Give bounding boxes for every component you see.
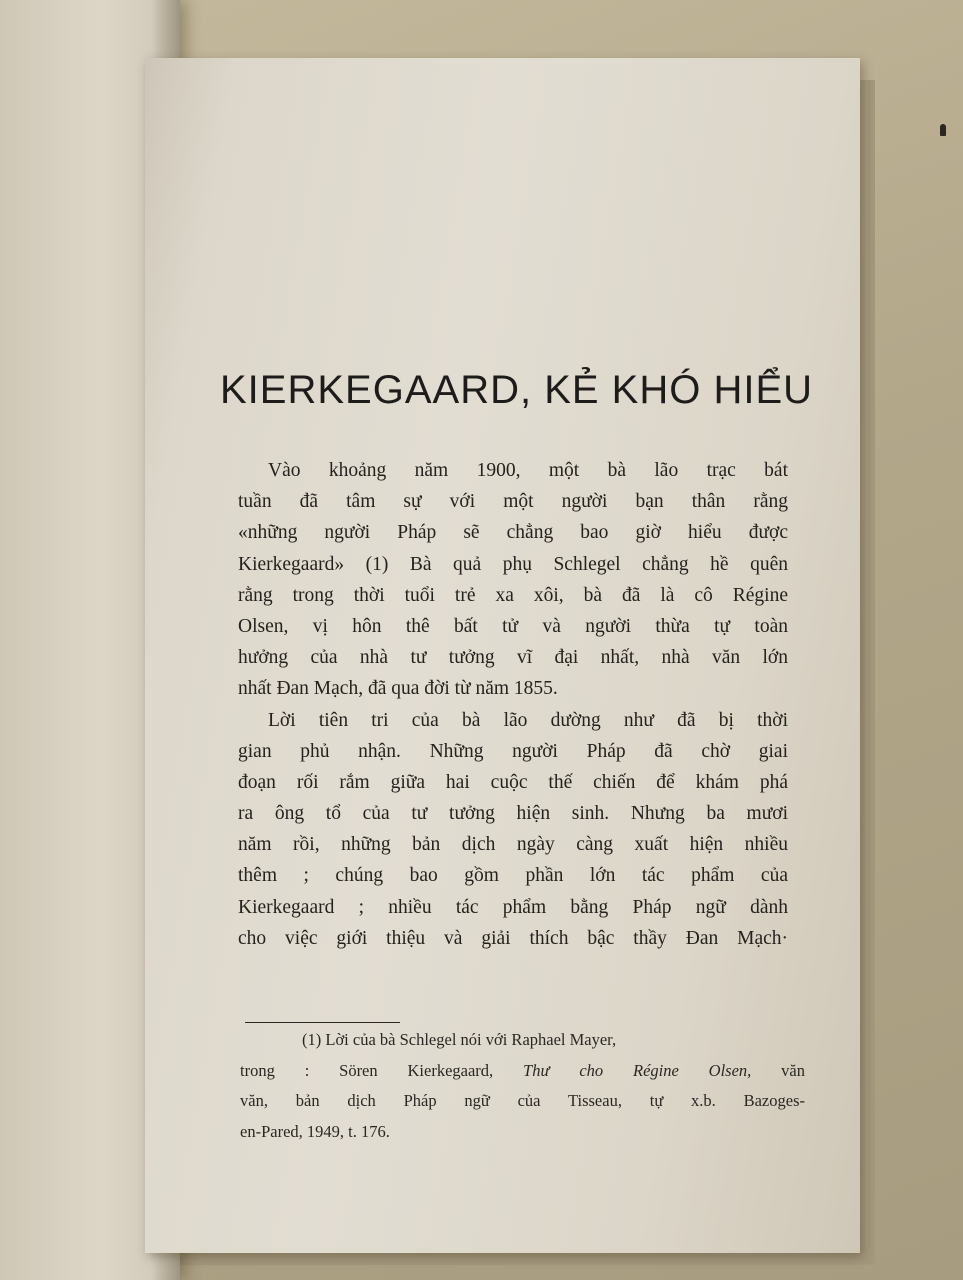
text-line: nhất Đan Mạch, đã qua đời từ năm 1855. (238, 678, 558, 700)
text-line: Kierkegaard ; nhiều tác phẩm bằng Pháp ngữ dành (238, 896, 788, 918)
footnote-spacer (240, 1005, 805, 1025)
footnote-line: văn, bản dịch Pháp ngữ của Tisseau, tự x.b. Bazoges- (240, 1091, 805, 1110)
footnote-italic-title: Thư cho Régine Olsen, (523, 1060, 752, 1080)
text-line: cho việc giới thiệu và giải thích bậc thầy Đan Mạch· (238, 927, 788, 949)
body-text (238, 455, 788, 954)
footnote (240, 1005, 805, 1147)
footnote-text: văn (751, 1060, 805, 1080)
text-line: Olsen, vị hôn thê bất tử và người thừa tự toàn (238, 615, 788, 637)
text-line: ra ông tổ của tư tưởng hiện sinh. Nhưng ba mươi (238, 803, 788, 825)
text-line: «những người Pháp sẽ chẳng bao giờ hiểu được (238, 522, 788, 544)
chapter-title: KIERKEGAARD, KẺ KHÓ HIỂU (220, 368, 814, 412)
text-line: tuần đã tâm sự với một người bạn thân rằng (238, 491, 788, 513)
text-line: gian phủ nhận. Những người Pháp đã chờ giai (238, 740, 788, 762)
text-line: hưởng của nhà tư tưởng vĩ đại nhất, nhà văn lớn (238, 647, 788, 669)
footnote-line: en-Pared, 1949, t. 176. (240, 1121, 390, 1141)
text-line: đoạn rối rắm giữa hai cuộc thế chiến để khám phá (238, 771, 788, 793)
text-line: rằng trong thời tuổi trẻ xa xôi, bà đã là cô Régine (238, 584, 788, 606)
text-line: Kierkegaard» (1) Bà quả phụ Schlegel chẳng hề quên (238, 553, 788, 575)
table-speck (940, 124, 946, 136)
text-line: thêm ; chúng bao gồm phần lớn tác phẩm của (238, 865, 788, 887)
footnote-line: (1) Lời của bà Schlegel nói với Raphael Mayer, (302, 1030, 617, 1049)
text-line: năm rồi, những bản dịch ngày càng xuất hiện nhiều (238, 834, 788, 856)
text-line: Lời tiên tri của bà lão dường như đã bị thời (268, 709, 788, 731)
text-line: Vào khoảng năm 1900, một bà lão trạc bát (268, 460, 788, 481)
footnote-line (240, 1056, 805, 1087)
footnote-text: trong : Sören Kierkegaard, (240, 1060, 524, 1080)
